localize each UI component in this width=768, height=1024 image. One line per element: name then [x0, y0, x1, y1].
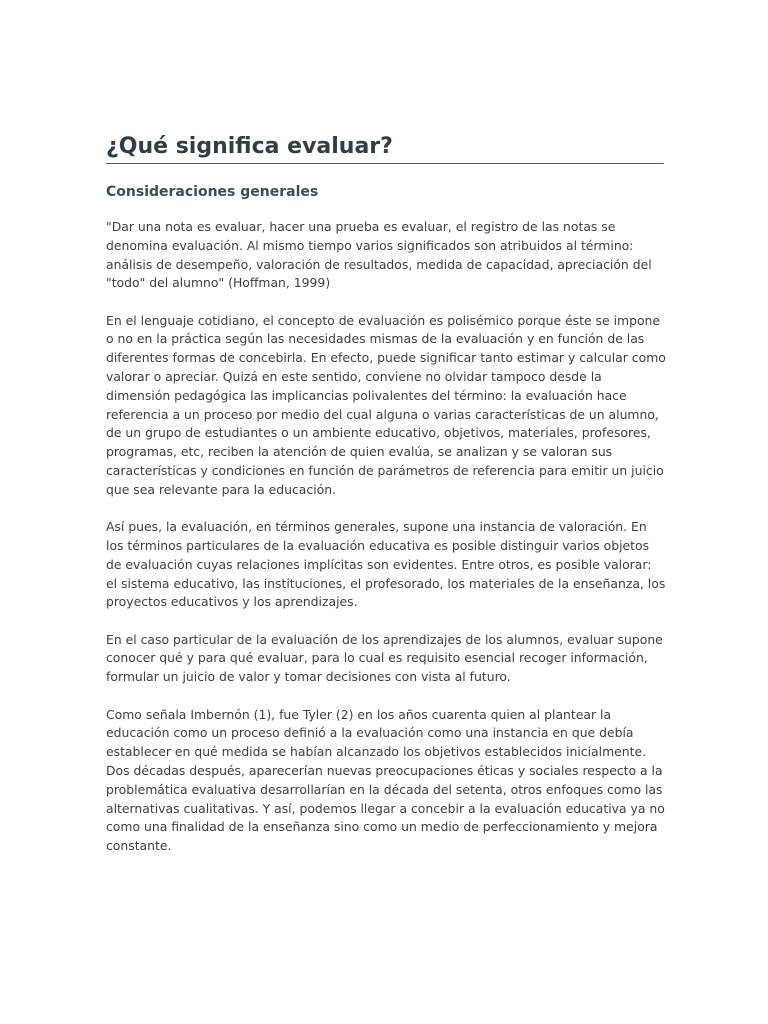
paragraph-2: En el lenguaje cotidiano, el concepto de evaluación es polisémico porque éste se impone o no en la práctica según las necesidades mismas de la evaluación y en función de las diferentes formas de concebirla. En efecto, puede significar tanto estimar y calcular como valorar o apreciar. Quizá en este sentido, conviene no olvidar tampoco desde la dimensión pedagógica las implicancias polivalentes del término: la evaluación hace referencia a un proceso por medio del cual alguna o varias características de un alumno, de un grupo de estudiantes o un ambiente educativo, objetivos, materiales, profesores, programas, etc, reciben la atención de quien evalúa, se analizan y se valoran sus características y condiciones en función de parámetros de referencia para emitir un juicio que sea relevante para la educación.	[106, 312, 666, 497]
body-text	[106, 218, 666, 856]
page-title: ¿Qué significa evaluar?	[106, 134, 664, 164]
paragraph-5: Como señala Imbernón (1), fue Tyler (2) en los años cuarenta quien al plantear la educación como un proceso definió a la evaluación como una instancia en que debía establecer en qué medida se habían alcanzado los objetivos establecidos inicialmente. Dos décadas después, aparecerían nuevas preocupaciones éticas y sociales respecto a la problemática evaluativa desarrollarían en la década del setenta, otros enfoques como las alternativas cualitativas. Y así, podemos llegar a concebir a la evaluación educativa ya no como una finalidad de la enseñanza sino como un medio de perfeccionamiento y mejora constante.	[106, 706, 665, 854]
paragraph-3: Así pues, la evaluación, en términos generales, supone una instancia de valoración. En los términos particulares de la evaluación educativa es posible distinguir varios objetos de evaluación cuyas relaciones implícitas son evidentes. Entre otros, es posible valorar: el sistema educativo, las instituciones, el profesorado, los materiales de la enseñanza, los proyectos educativos y los aprendizajes.	[106, 519, 666, 610]
paragraph-quote: "Dar una nota es evaluar, hacer una prueba es evaluar, el registro de las notas se denomina evaluación. Al mismo tiempo varios significados son atribuidos al término: análisis de desempeño, valoración de resultados, medida de capacidad, apreciación del "todo" del alumno" (Hoffman, 1999)	[106, 219, 652, 291]
paragraph-4: En el caso particular de la evaluación de los aprendizajes de los alumnos, evaluar supone conocer qué y para qué evaluar, para lo cual es requisito esencial recoger información, formular un juicio de valor y tomar decisiones con vista al futuro.	[106, 631, 663, 685]
section-subtitle: Consideraciones generales	[106, 184, 319, 200]
